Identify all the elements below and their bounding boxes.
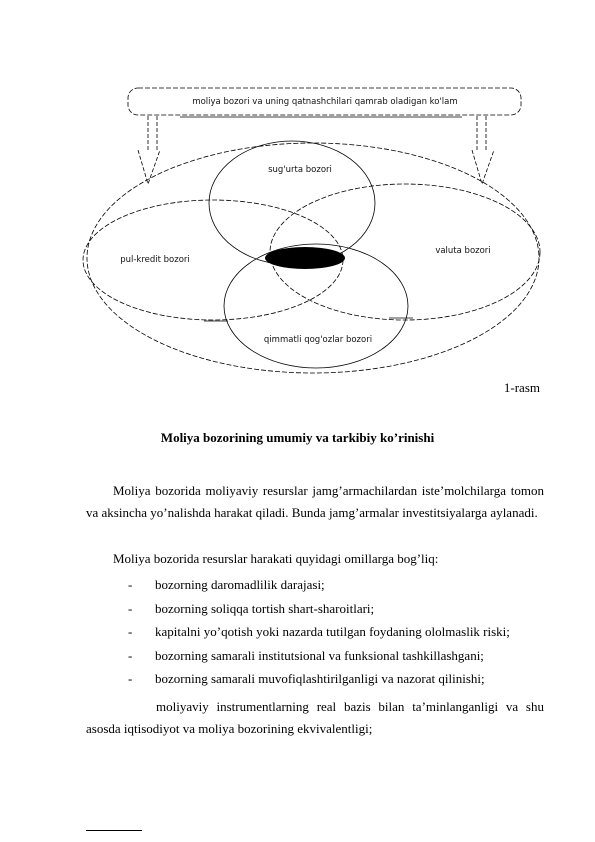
list-item — [128, 597, 510, 621]
list-item — [128, 667, 510, 691]
figure-number: 1-rasm — [503, 380, 540, 395]
list-item-text: bozorning soliqqa tortish shart-sharoitlari; — [155, 600, 375, 616]
footnote-separator — [86, 830, 142, 831]
insurance-market-label: sug'urta bozori — [268, 165, 332, 175]
paragraph-intro — [86, 480, 544, 524]
factors-list — [128, 573, 510, 691]
factors-lead: Moliya bozorida resurslar harakati quyidagi omillarga bog’liq: — [113, 551, 439, 566]
bullet-dash: - — [128, 624, 133, 639]
list-item-text: kapitalni yo’qotish yoki nazarda tutilgan foydaning ololmaslik riski; — [155, 624, 510, 639]
paragraph-equivalence: moliyaviy instrumentlarning real bazis bilan ta’minlanganligi va shu asosda iqtisodiyot va moliya bozorining ekvivalentligi; — [86, 699, 544, 736]
insurance-market-circle — [209, 141, 375, 265]
financial-market-diagram — [0, 0, 595, 380]
list-item — [128, 573, 510, 597]
bullet-dash: - — [128, 671, 133, 686]
paragraph-intro-text: Moliya bozorida moliyaviy resurslar jamg’armachilardan iste’molchilarga tomon va aksincha yo’nalishda harakat qiladi. Bunda jamg’armalar investitsiyalarga aylanadi. — [86, 483, 544, 520]
list-item-text: bozorning samarali muvofiqlashtirilganligi va nazorat qilinishi; — [155, 671, 485, 686]
figure-caption: Moliya bozorining umumiy va tarkibiy ko’rinishi — [160, 430, 435, 445]
banner-label: moliya bozori va uning qatnashchilari qamrab oladigan ko'lam — [192, 97, 458, 107]
left-arrow — [138, 116, 160, 184]
list-item — [128, 644, 510, 668]
bullet-dash: - — [128, 577, 133, 592]
bullet-dash: - — [128, 647, 133, 663]
securities-market-label: qimmatli qog'ozlar bozori — [263, 335, 373, 345]
currency-market-label: valuta bozori — [435, 246, 491, 256]
list-item-text: bozorning samarali institutsional va funksional tashkillashgani; — [155, 647, 484, 663]
central-intersection — [265, 247, 345, 269]
bullet-dash: - — [128, 600, 133, 616]
list-item — [128, 620, 510, 644]
credit-market-label: pul-kredit bozori — [120, 255, 190, 265]
list-item-text: bozorning daromadlilik darajasi; — [155, 577, 325, 592]
right-arrow — [472, 116, 494, 184]
